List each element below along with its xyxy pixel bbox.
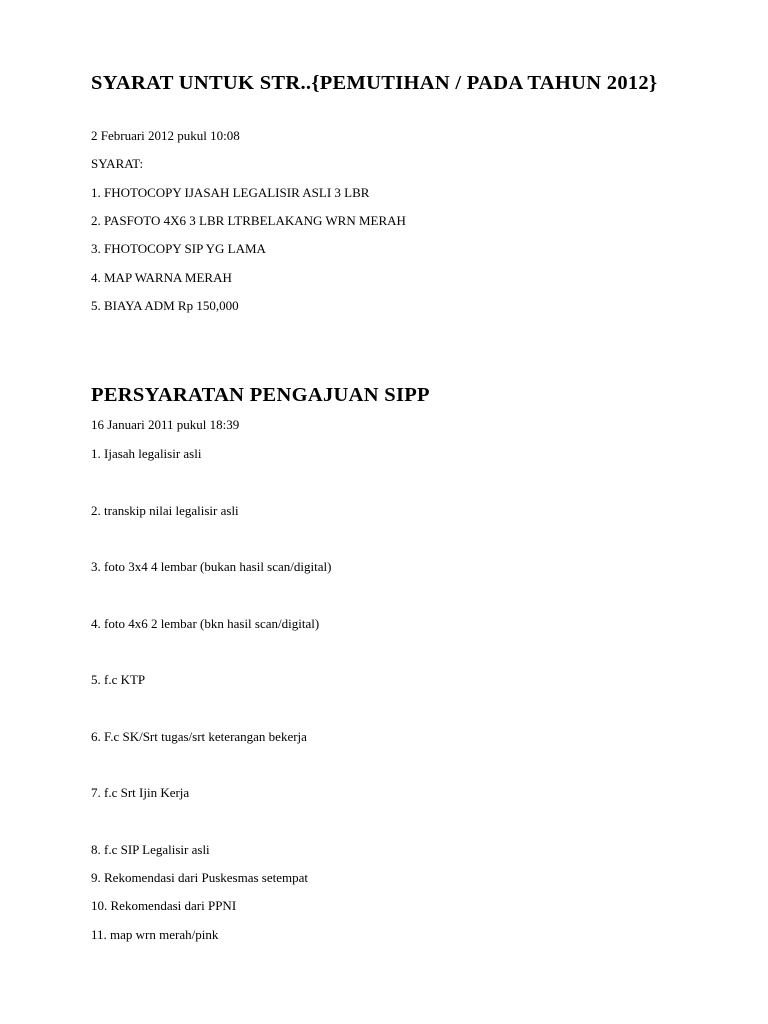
section2-item-8: 8. f.c SIP Legalisir asli <box>91 842 210 857</box>
section2-item-1: 1. Ijasah legalisir asli <box>91 446 202 461</box>
section1-item-4: 4. MAP WARNA MERAH <box>91 270 232 285</box>
section2-item-2: 2. transkip nilai legalisir asli <box>91 503 239 518</box>
section2-item-9: 9. Rekomendasi dari Puskesmas setempat <box>91 870 308 885</box>
section2-date: 16 Januari 2011 pukul 18:39 <box>91 417 240 432</box>
section1-item-3: 3. FHOTOCOPY SIP YG LAMA <box>91 241 266 256</box>
section1-title: SYARAT UNTUK STR..{PEMUTIHAN / PADA TAHUN 2012} <box>91 72 658 94</box>
section2-item-10: 10. Rekomendasi dari PPNI <box>91 898 237 913</box>
section2-item-11: 11. map wrn merah/pink <box>91 927 219 942</box>
section1-item-5: 5. BIAYA ADM Rp 150,000 <box>91 298 239 313</box>
section1-date: 2 Februari 2012 pukul 10:08 <box>91 128 240 143</box>
section2-item-5: 5. f.c KTP <box>91 672 146 687</box>
section1-item-2: 2. PASFOTO 4X6 3 LBR LTRBELAKANG WRN MERAH <box>91 213 406 228</box>
section1-label: SYARAT: <box>91 156 144 171</box>
section2-title: PERSYARATAN PENGAJUAN SIPP <box>91 384 430 406</box>
section2-item-4: 4. foto 4x6 2 lembar (bkn hasil scan/digital) <box>91 616 320 631</box>
section2-item-7: 7. f.c Srt Ijin Kerja <box>91 785 190 800</box>
section2-item-6: 6. F.c SK/Srt tugas/srt keterangan bekerja <box>91 729 307 744</box>
section1-item-1: 1. FHOTOCOPY IJASAH LEGALISIR ASLI 3 LBR <box>91 185 370 200</box>
section2-item-3: 3. foto 3x4 4 lembar (bukan hasil scan/digital) <box>91 559 332 574</box>
